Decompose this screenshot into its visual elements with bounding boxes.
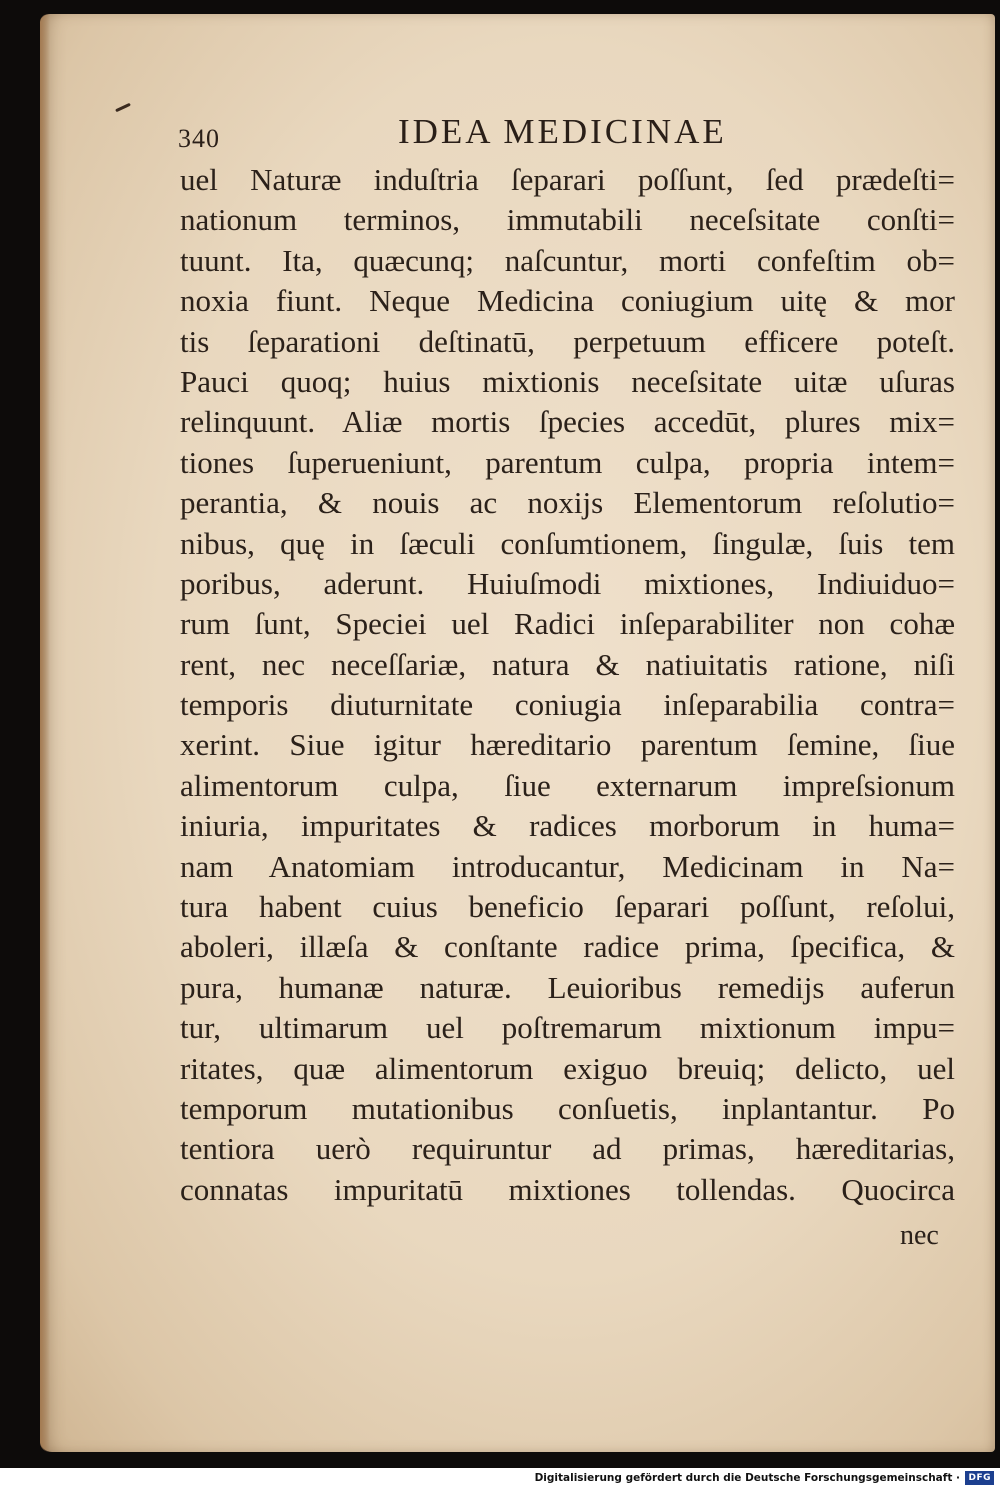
page-number: 340	[178, 124, 220, 153]
text-line: perantia, & nouis ac noxijs Elementorum reſolutio=	[180, 485, 955, 521]
text-line: tuunt. Ita, quæcunq; naſcuntur, morti confeſtim ob=	[180, 242, 955, 278]
text-line: connatas impuritatū mixtiones tollendas. Quocirca	[180, 1171, 955, 1207]
funding-credit: Digitalisierung gefördert durch die Deutsche Forschungsgemeinschaft ·	[534, 1472, 960, 1484]
text-line: uel Naturæ induſtria ſeparari poſſunt, ſed prædeſti=	[180, 162, 955, 197]
text-line: iniuria, impuritates & radices morborum in huma=	[180, 808, 955, 844]
running-head: IDEA MEDICINAE	[398, 112, 727, 151]
text-line: tur, ultimarum uel poſtremarum mixtionum impu=	[180, 1010, 955, 1046]
page-spine-shadow	[40, 14, 50, 1452]
text-line: rum ſunt, Speciei uel Radici inſeparabiliter non cohæ	[180, 606, 955, 642]
text-line: Pauci quoq; huius mixtionis neceſsitate uitæ uſuras	[180, 363, 955, 399]
text-line: tiones ſuperueniunt, parentum culpa, propria intem=	[180, 444, 955, 480]
text-line: ritates, quæ alimentorum exiguo breuiq; delicto, uel	[180, 1050, 955, 1086]
footer-bar	[0, 1468, 1000, 1490]
text-line: nam Anatomiam introducantur, Medicinam in Na=	[180, 848, 955, 884]
text-line: pura, humanæ naturæ. Leuioribus remedijs auferun	[180, 969, 955, 1005]
text-line: aboleri, illæſa & conſtante radice prima, ſpecifica, &	[180, 929, 955, 965]
text-line: tura habent cuius beneficio ſeparari poſſunt, reſolui,	[180, 889, 955, 925]
text-line: noxia fiunt. Neque Medicina coniugium uitę & mor	[180, 283, 955, 319]
text-line: temporis diuturnitate coniugia inſeparabilia contra=	[180, 687, 955, 723]
catchword: nec	[900, 1220, 939, 1251]
dfg-logo: DFG	[965, 1471, 994, 1485]
text-line: temporum mutationibus conſuetis, inplantantur. Po	[180, 1090, 955, 1126]
text-line: nationum terminos, immutabili neceſsitate conſti=	[180, 202, 955, 238]
text-line: alimentorum culpa, ſiue externarum impreſsionum	[180, 767, 955, 803]
text-line: xerint. Siue igitur hæreditario parentum ſemine, ſiue	[180, 727, 955, 763]
text-line: poribus, aderunt. Huiuſmodi mixtiones, Indiuiduo=	[180, 565, 955, 601]
text-line: nibus, quę in ſæculi conſumtionem, ſingulæ, ſuis tem	[180, 525, 955, 561]
text-line: tis ſeparationi deſtinatū, perpetuum efficere poteſt.	[180, 323, 955, 359]
text-line: relinquunt. Aliæ mortis ſpecies accedūt, plures mix=	[180, 404, 955, 440]
text-line: rent, nec neceſſariæ, natura & natiuitatis ratione, niſi	[180, 646, 955, 682]
text-line: tentiora uerò requiruntur ad primas, hæreditarias,	[180, 1131, 955, 1167]
body-text	[180, 160, 955, 1210]
